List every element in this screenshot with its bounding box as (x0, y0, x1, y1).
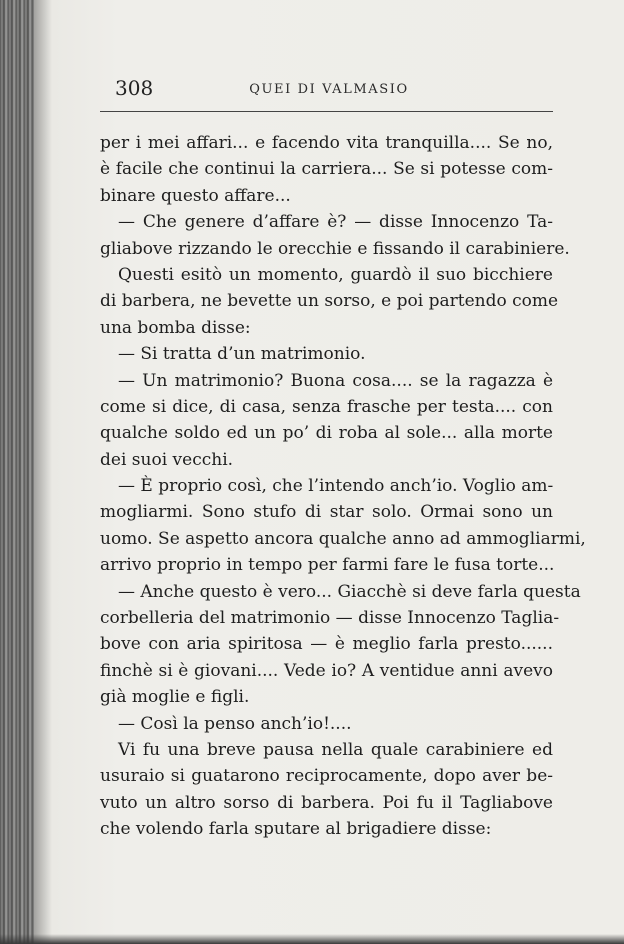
text-line: per i mei affari... e facendo vita tranquilla.... Se no, (100, 133, 553, 153)
text-line: — Così la penso anch’io!.... (118, 713, 352, 734)
text-line: vuto un altro sorso di barbera. Poi fu il Tagliabove (100, 792, 553, 813)
text-line: dei suoi vecchi. (100, 449, 234, 470)
text-line: — Che genere d’affare è? — disse Innocenzo Ta- (118, 212, 553, 233)
text-line: corbelleria del matrimonio — disse Innocenzo Taglia- (100, 608, 560, 629)
text-line: finchè si è giovani.... Vede io? A ventidue anni avevo (100, 660, 553, 681)
text-line: gliabove rizzando le orecchie e fissando il carabiniere. (100, 238, 570, 259)
page-header (105, 76, 553, 106)
text-line: usuraio si guatarono reciprocamente, dopo aver be- (100, 766, 553, 787)
page-binding-edge (0, 0, 34, 944)
text-line: mogliarmi. Sono stufo di star solo. Ormai sono un (100, 502, 553, 523)
text-line: di barbera, ne bevette un sorso, e poi partendo come (100, 291, 559, 312)
header-rule (100, 111, 553, 112)
text-line: come si dice, di casa, senza frasche per testa.... con (100, 396, 553, 417)
text-line: arrivo proprio in tempo per farmi fare le fusa torte... (100, 555, 555, 576)
page-number: 308 (115, 76, 154, 100)
text-line: Vi fu una breve pausa nella quale carabiniere ed (118, 739, 553, 760)
text-line: — Si tratta d’un matrimonio. (118, 344, 366, 365)
text-line: — Un matrimonio? Buona cosa.... se la ragazza è (118, 370, 553, 391)
text-line: — Anche questo è vero... Giacchè si deve farla questa (118, 581, 581, 602)
body-text (100, 130, 586, 843)
text-line: — È proprio così, che l’intendo anch’io. Voglio am- (118, 476, 554, 497)
text-line: già moglie e figli. (100, 687, 250, 708)
running-title: QUEI DI VALMASIO (249, 82, 409, 97)
text-line: qualche soldo ed un po’ di roba al sole... alla morte (100, 423, 553, 444)
binding-shadow (34, 0, 52, 944)
page-bottom-edge (0, 934, 624, 944)
text-line: Questi esitò un momento, guardò il suo bicchiere (118, 264, 553, 285)
text-line: bove con aria spiritosa — è meglio farla presto...... (100, 634, 553, 655)
text-line: una bomba disse: (100, 317, 251, 338)
text-line: è facile che continui la carriera... Se si potesse com- (100, 159, 553, 180)
text-line: binare questo affare... (100, 185, 291, 206)
text-line: uomo. Se aspetto ancora qualche anno ad ammogliarmi, (100, 528, 586, 549)
text-line: che volendo farla sputare al brigadiere disse: (100, 819, 492, 840)
